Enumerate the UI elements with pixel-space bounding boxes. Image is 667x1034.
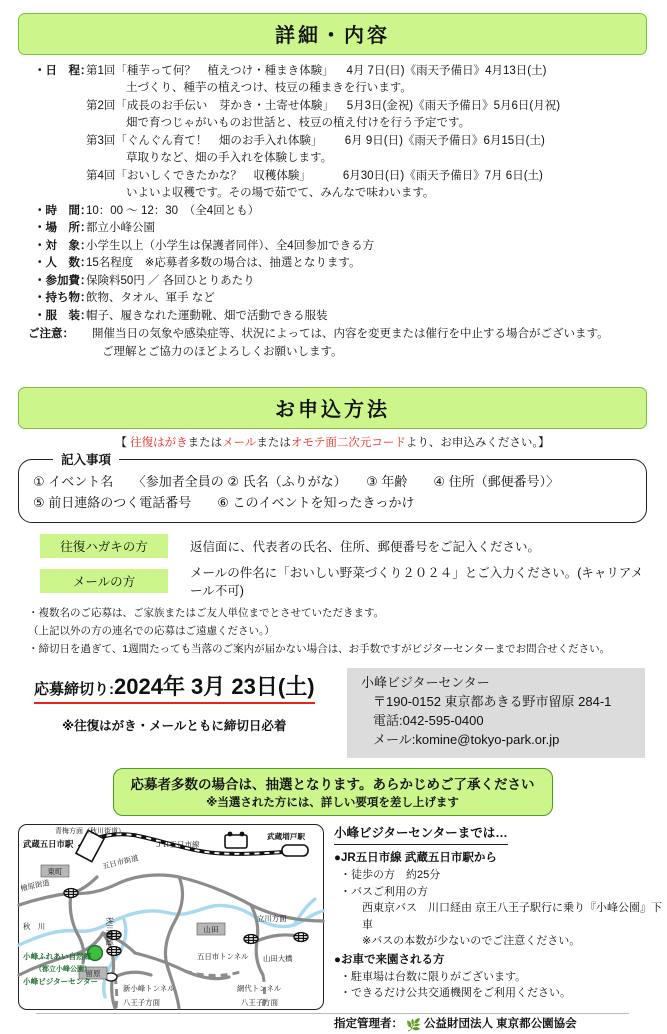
schedule-2-rain-date: 6月15日(土)	[483, 134, 545, 147]
deadline-label: 応募締切り:	[34, 681, 114, 699]
schedule-3-rain-label: 《雨天予備日》	[404, 169, 485, 182]
page-bottom-divider	[36, 1013, 629, 1014]
detail-row-place	[18, 220, 647, 237]
contact-mail: メール:komine@tokyo-park.or.jp	[373, 732, 560, 748]
detail-row-caution	[18, 326, 647, 343]
apply-bullet-0: ・複数名のご応募は、ご家族またはご友人単位までとさせていただきます。	[28, 607, 385, 620]
section-banner-apply: お申込方法	[18, 387, 647, 429]
entry-fields-line-1: ① イベント名 〈参加者全員の ② 氏名（ふりがな） ③ 年齢 ④ 住所（郵便番号）〉	[33, 473, 560, 489]
access-walk: ・徒歩の方 約25分	[340, 869, 441, 882]
svg-text:山田大橋: 山田大橋	[263, 954, 293, 964]
schedule-0-rain-label: 《雨天予備日》	[404, 65, 486, 77]
schedule-1-rain-date: 5月6日(月祝)	[493, 99, 561, 112]
schedule-list	[86, 80, 647, 202]
detail-value-fee: 保険料50円 ／ 各回ひとりあたり	[86, 274, 255, 287]
detail-row-fee	[18, 273, 647, 290]
apply-section	[18, 387, 647, 816]
access-info	[334, 824, 667, 1034]
access-head-car: ●お車で来園される方	[334, 953, 445, 966]
schedule-2-desc: 草取りなど、畑の手入れを体験します。	[126, 152, 333, 165]
section-banner-detail: 詳細・内容	[18, 13, 647, 55]
entry-fields-line-2: ⑤ 前日連絡のつく電話番号 ⑥ このイベントを知ったきっかけ	[33, 495, 415, 511]
schedule-0-title: 「種芋って何？ 植えつけ・種まき体験」	[115, 65, 334, 77]
schedule-first-line	[86, 63, 647, 80]
svg-text:五日市トンネル: 五日市トンネル	[197, 952, 249, 962]
apply-bullet-1: （上記以外の方の連名での応募はご遠慮ください。）	[28, 625, 275, 638]
detail-label-fee: ・参加費：	[34, 274, 92, 287]
deadline-date: 2024年 3月 23日(土)	[114, 674, 315, 700]
svg-text:山田: 山田	[203, 925, 219, 935]
schedule-3-date: 6月30日(日)	[342, 169, 405, 182]
apply-method-row	[18, 563, 647, 599]
lottery-banner	[113, 768, 553, 816]
contact-name: 小峰ビジターセンター	[361, 675, 490, 691]
detail-row-time	[18, 203, 647, 220]
schedule-1-date: 5月3日(金祝)	[346, 99, 414, 112]
deadline-line	[34, 670, 315, 704]
detail-value-bring: 飲物、タオル、軍手 など	[86, 292, 215, 305]
apply-lead	[18, 434, 647, 450]
schedule-3-line	[86, 168, 647, 185]
detail-row-bring	[18, 290, 647, 307]
access-car-1: ・駐車場は台数に限りがございます。	[340, 970, 527, 983]
svg-text:立川方面: 立川方面	[257, 914, 287, 924]
detail-label-place: ・場 所：	[34, 222, 92, 235]
apply-lead-open: 【	[115, 436, 131, 449]
schedule-3-desc: いよいよ収穫です。その場で茹でて、みんなで味わいます。	[126, 187, 435, 200]
detail-value-caution-2: ご理解とご協力のほどよろしくお願いします。	[102, 345, 343, 358]
svg-text:八王子方面: 八王子方面	[241, 998, 278, 1008]
svg-text:東町: 東町	[47, 867, 63, 877]
apply-method-tag-mail: メールの方	[40, 569, 168, 593]
map-park-labels	[23, 951, 98, 986]
detail-value-capacity: 15名程度 ※応募者多数の場合は、抽選となります。	[86, 257, 361, 270]
apply-bullets	[18, 604, 647, 658]
schedule-3-rain-date: 7月 6日(土)	[484, 169, 543, 182]
schedule-1-title: 「成長のお手伝い 芽かき・土寄せ体験」	[115, 99, 334, 112]
schedule-2-no: 第3回	[86, 134, 116, 147]
schedule-0-rain-date: 4月13日(土)	[485, 65, 547, 77]
access-map	[18, 824, 324, 1010]
svg-text:武蔵五日市駅: 武蔵五日市駅	[23, 839, 74, 850]
schedule-1-rain-label: 《雨天予備日》	[413, 99, 494, 112]
detail-label-caution: ご注意：	[28, 328, 74, 341]
apply-methods	[18, 534, 647, 599]
apply-bullet-2: ・締切日を過ぎて、1週間たっても当落のご案内が届かない場合は、お手数ですがビジターセンターまでお問合せください。	[28, 643, 611, 656]
schedule-3-no: 第4回	[86, 169, 116, 182]
apply-lead-mid-1: または	[187, 436, 223, 449]
schedule-2-date: 6月 9日(日)	[344, 134, 403, 147]
svg-text:（都立小峰公園）: （都立小峰公園）	[35, 966, 91, 974]
detail-row-schedule	[18, 63, 647, 80]
access-bus-detail: 西東京バス 川口経由 京王八王子駅行に乗り『小峰公園』下車	[362, 902, 663, 931]
deadline-note: ※往復はがき・メールともに締切日必着	[62, 719, 287, 734]
map-svg	[19, 825, 323, 1009]
access-bus: ・バスご利用の方	[340, 885, 428, 898]
schedule-2-title: 「ぐんぐん育て！ 畑のお手入れ体験」	[115, 134, 323, 147]
svg-text:秋 川: 秋 川	[23, 922, 46, 932]
svg-text:五日市街道: 五日市街道	[101, 853, 140, 872]
svg-text:小峰ふれあい自然郷: 小峰ふれあい自然郷	[23, 952, 92, 962]
deadline-block	[34, 670, 315, 734]
svg-text:網代トンネル: 網代トンネル	[237, 984, 282, 994]
detail-row-capacity	[18, 255, 647, 272]
detail-row-clothes	[18, 308, 647, 325]
admin-label: 指定管理者：	[334, 1018, 403, 1031]
svg-text:小峰ビジターセンター: 小峰ビジターセンター	[23, 977, 99, 987]
detail-block	[18, 63, 647, 361]
detail-value-clothes: 帽子、履きなれた運動靴、畑で活動できる服装	[86, 309, 328, 322]
contact-tel: 電話:042-595-0400	[373, 713, 484, 729]
entry-fields-box	[18, 452, 647, 523]
access-bus-note: ※バスの本数が少ないのでご注意ください。	[362, 935, 581, 948]
lottery-main-text: 応募者多数の場合は、抽選となります。あらかじめご了承ください	[130, 777, 535, 793]
detail-label-schedule: ・日 程：	[34, 65, 92, 77]
detail-row-target	[18, 238, 647, 255]
apply-method-text-postcard: 返信面に、代表者の氏名、住所、郵便番号をご記入ください。	[190, 540, 541, 555]
svg-text:檜原街道: 檜原街道	[19, 878, 51, 894]
lottery-sub-text: ※当選された方には、詳しい要項を差し上げます	[206, 797, 459, 810]
detail-label-capacity: ・人 数：	[34, 257, 92, 270]
schedule-1-line	[86, 98, 647, 115]
admin-row	[334, 1016, 667, 1034]
deadline-contact-area	[18, 668, 647, 764]
detail-value-place: 都立小峰公園	[86, 222, 155, 235]
admin-name: 公益財団法人 東京都公園協会	[423, 1018, 577, 1031]
apply-method-text-mail: メールの件名に「おいしい野菜づくり２０２４」とご入力ください。(キャリアメール不可)	[190, 566, 644, 599]
apply-lead-method-mail: メール	[222, 436, 257, 449]
apply-lead-method-postcard: 往復はがき	[130, 436, 188, 449]
apply-method-tag-postcard: 往復ハガキの方	[40, 534, 168, 558]
detail-value-caution-1: 開催当日の気象や感染症等、状況によっては、内容を変更または催行を中止する場合がございます。	[92, 328, 609, 341]
map-access-area	[18, 824, 663, 1032]
entry-fields-legend: 記入事項	[53, 450, 119, 470]
schedule-2-rain-label: 《雨天予備日》	[402, 134, 484, 147]
detail-label-time: ・時 間：	[34, 204, 92, 217]
apply-lead-method-qr: オモテ面二次元コード	[290, 436, 406, 449]
schedule-0-date: 4月 7日(日)	[346, 65, 405, 77]
access-head-train: ●JR五日市線 武蔵五日市駅から	[334, 851, 497, 864]
schedule-1-no: 第2回	[86, 99, 116, 112]
svg-text:秋川街道: 秋川街道	[105, 917, 114, 946]
detail-label-clothes: ・服 装：	[34, 309, 92, 322]
schedule-0-desc: 土づくり、種芋の植えつけ、枝豆の種まきを行います。	[126, 82, 412, 95]
schedule-3-title: 「おいしくできたかな？ 収穫体験」	[115, 169, 311, 182]
svg-text:武蔵増戸駅: 武蔵増戸駅	[267, 832, 305, 842]
flyer-page	[0, 13, 665, 1032]
detail-value-target: 小学生以上（小学生は保護者同伴）、全4回参加できる方	[86, 239, 375, 252]
contact-address: 〒190-0152 東京都あきる野市留原 284-1	[373, 694, 612, 710]
detail-value-time: 10：00 ～ 12：30 （全4回とも）	[86, 204, 260, 217]
svg-text:八王子方面: 八王子方面	[123, 998, 160, 1008]
svg-text:新小峰トンネル: 新小峰トンネル	[123, 984, 175, 994]
schedule-0-no: 第1回	[86, 65, 116, 77]
svg-text:留原: 留原	[85, 969, 101, 979]
access-car-2: ・できるだけ公共交通機関をご利用ください。	[340, 987, 571, 1000]
apply-lead-close: より、お申込みください。】	[405, 436, 550, 449]
svg-text:青梅方面（秋川街道）: 青梅方面（秋川街道）	[55, 828, 125, 836]
leaf-icon: 🌿	[406, 1017, 421, 1032]
apply-method-row	[18, 534, 647, 558]
schedule-2-line	[86, 133, 647, 150]
access-title: 小峰ビジターセンターまでは…	[334, 824, 508, 845]
apply-lead-mid-2: または	[256, 436, 291, 449]
detail-label-target: ・対 象：	[34, 239, 92, 252]
detail-label-bring: ・持ち物：	[34, 292, 92, 305]
schedule-1-desc: 畑で育つじゃがいものお世話と、枝豆の植え付けを行う予定です。	[126, 117, 471, 130]
contact-box	[347, 668, 645, 758]
svg-text:ＪＲ五日市線: ＪＲ五日市線	[155, 840, 200, 850]
